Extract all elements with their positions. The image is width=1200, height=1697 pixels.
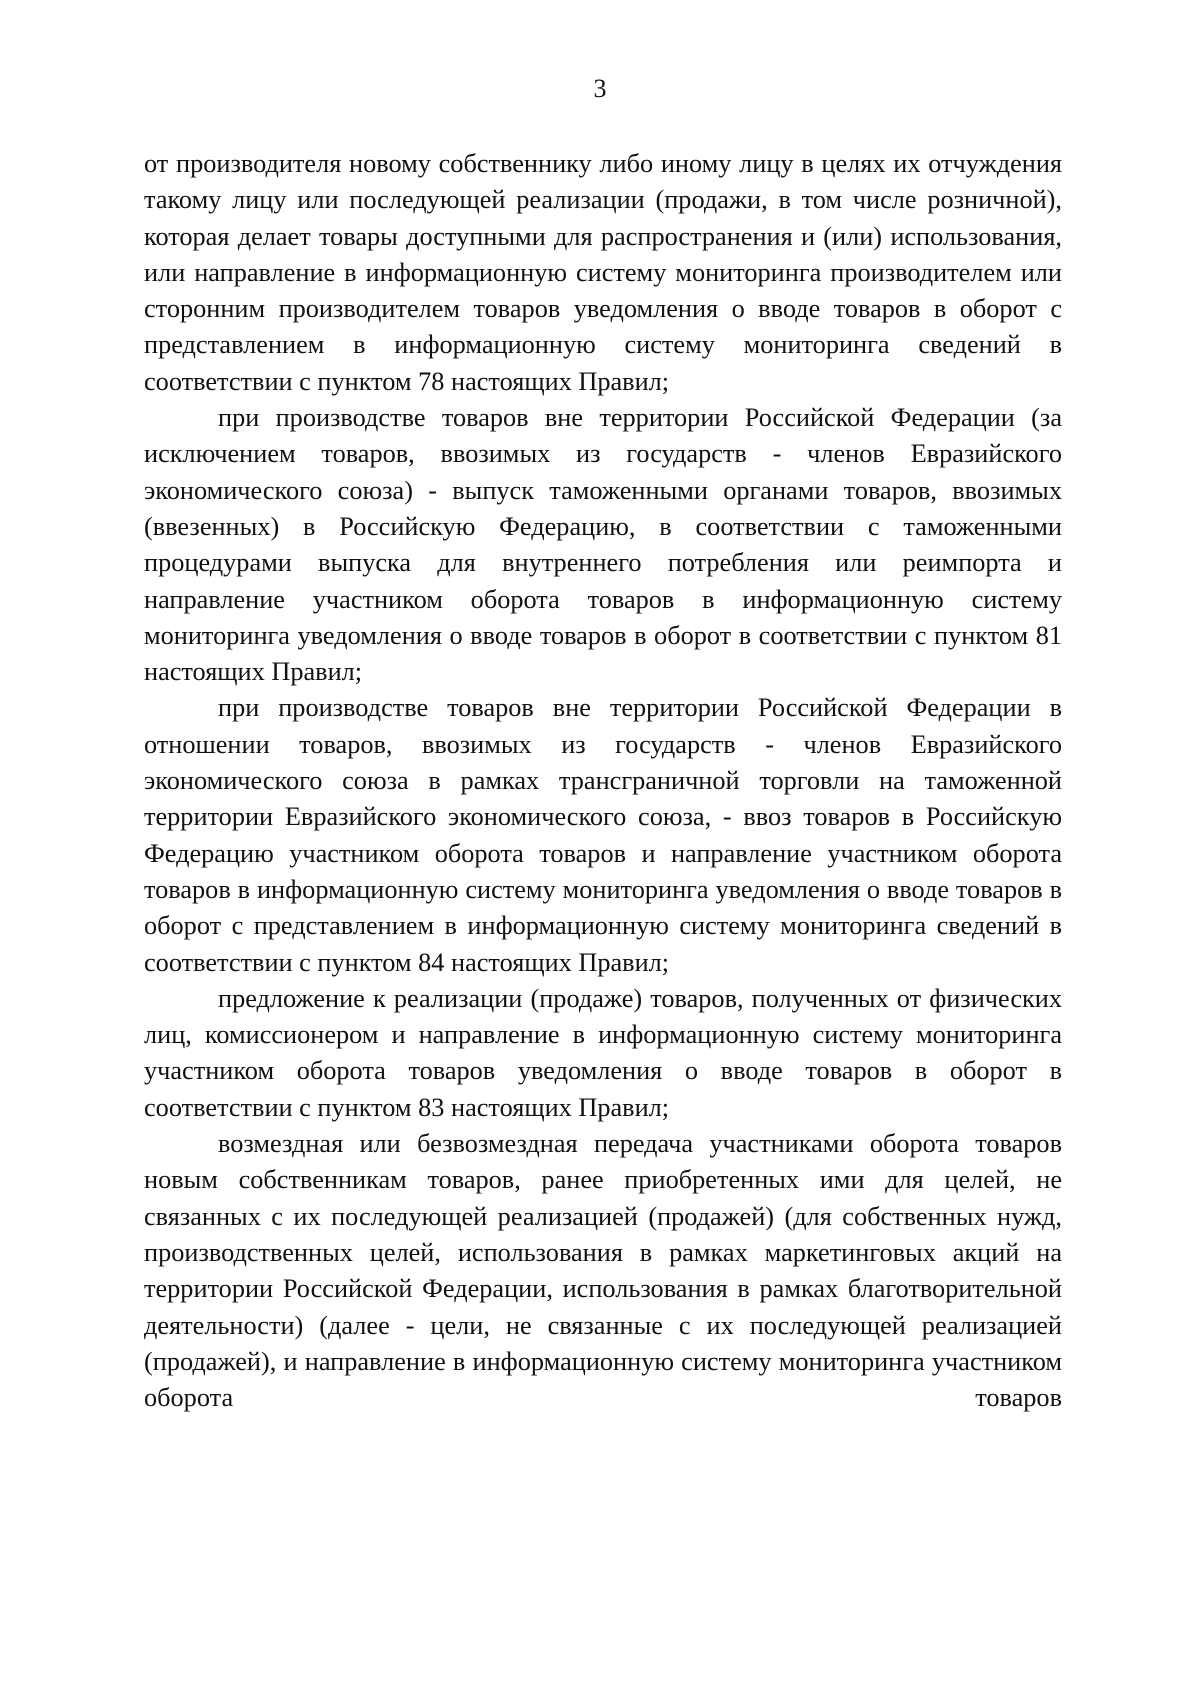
paragraph-transfer-to-owners: возмездная или безвозмездная передача участниками оборота товаров новым собственникам товаров, ранее приобретенных ими для целей, не связанных с их последующей реализацией (продажей) (для собственных нужд, производственных целей, использования в рамках маркетинговых акций на территории Российской Федерации, использования в рамках благотворительной деятельности) (далее - цели, не связанные с их последующей реализацией (продажей), и направление в информационную систему мониторинга участником оборота товаров bbox=[144, 1129, 1062, 1413]
document-body bbox=[144, 146, 1062, 1416]
paragraph-import-non-eaeu: при производстве товаров вне территории Российской Федерации (за исключением товаров, ввозимых из государств - членов Евразийского экономического союза) - выпуск таможенными органами товаров, ввозимых (ввезенных) в Российскую Федерацию, в соответствии с таможенными процедурами выпуска для внутреннего потребления или реимпорта и направление участником оборота товаров в информационную систему мониторинга уведомления о вводе товаров в оборот в соответствии с пунктом 81 настоящих Правил; bbox=[144, 403, 1062, 687]
paragraph-continuation: от производителя новому собственнику либо иному лицу в целях их отчуждения такому лицу или последующей реализации (продажи, в том числе розничной), которая делает товары доступными для распространения и (или) использования, или направление в информационную систему мониторинга производителем или сторонним производителем товаров уведомления о вводе товаров в оборот с представлением в информационную систему мониторинга сведений в соответствии с пунктом 78 настоящих Правил; bbox=[144, 149, 1062, 396]
paragraph-import-eaeu: при производстве товаров вне территории Российской Федерации в отношении товаров, ввозимых из государств - членов Евразийского экономического союза в рамках трансграничной торговли на таможенной территории Евразийского экономического союза, - ввоз товаров в Российскую Федерацию участником оборота товаров и направление участником оборота товаров в информационную систему мониторинга уведомления о вводе товаров в оборот с представлением в информационную систему мониторинга сведений в соответствии с пунктом 84 настоящих Правил; bbox=[144, 693, 1062, 977]
paragraph-commission-sale: предложение к реализации (продаже) товаров, полученных от физических лиц, комиссионером и направление в информационную систему мониторинга участником оборота товаров уведомления о вводе товаров в оборот в соответствии с пунктом 83 настоящих Правил; bbox=[144, 983, 1062, 1122]
page-number: 3 bbox=[593, 74, 607, 103]
